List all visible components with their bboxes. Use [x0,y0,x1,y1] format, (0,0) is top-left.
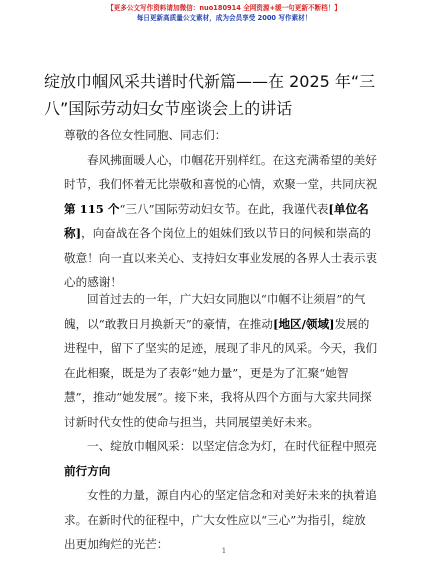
paragraph-1-line-1: 春风拂面暖人心，巾帼花开别样红。在这充满希望的美好 [87,152,377,167]
bold-unit-placeholder-start: [单位名 [328,201,369,216]
promo-line-2: 每日更新高质量公文素材，成为会员享受 2000 写作素材！ [136,14,312,22]
title-line-1: 绽放巾帼风采共谱时代新篇——在 2025 年“三 [44,72,376,91]
paragraph-3-line-3: 出更加绚烂的光芒： [64,537,169,551]
paragraph-1-line-4: 称]，向奋战在各个岗位上的姐妹们致以节日的问候和崇高的 [64,226,371,240]
bold-unit-placeholder-end: 称] [64,226,82,240]
bold-anniversary-count: 第 115 个 [64,201,120,216]
paragraph-1-line-5: 敬意！向一直以来关心、支持妇女事业发展的各界人士表示衷 [64,250,378,265]
paragraph-2-line-3: 进程中，留下了坚实的足迹，展现了非凡的风采。今天，我们 [64,341,378,355]
paragraph-3-line-1: 女性的力量，源自内心的坚定信念和对美好未来的执着追 [87,488,377,502]
paragraph-2-line-6: 讨新时代女性的使命与担当，共同展望美好未来。 [64,414,320,429]
document-title [44,68,404,122]
paragraph-2-line-5: 慧”，推动“她发展”。接下来，我将从四个方面与大家共同探 [64,390,372,404]
section-1-heading-line-2: 前行方向 [64,463,111,478]
section-1-heading-line-1: 一、绽放巾帼风采：以坚定信念为灯，在时代征程中照亮 [87,439,377,453]
paragraph-1-line-2: 时节，我们怀着无比崇敬和喜悦的心情，欢聚一堂，共同庆祝 [64,177,378,191]
paragraph-2-line-1: 回首过去的一年，广大妇女同胞以“巾帼不让须眉”的气 [87,292,366,306]
document-body-2 [64,287,404,557]
paragraph-1-line-6: 心的感谢！ [64,275,122,289]
paragraph-1-line-3: 第 115 个“三八”国际劳动妇女节。在此，我谨代表[单位名 [64,201,369,216]
title-line-2: 八”国际劳动妇女节座谈会上的讲话 [44,99,293,118]
promo-banner [0,3,448,23]
document-body [64,123,404,295]
paragraph-3-line-2: 求。在新时代的征程中，广大女性应以“三心”为指引，绽放 [64,512,366,527]
paragraph-2-line-4: 在此相聚，既是为了表彰“她力量”，更是为了汇聚“她智 [64,365,349,380]
salutation: 尊敬的各位女性同胞、同志们： [64,128,227,142]
bold-region-placeholder: [地区/领域] [272,316,335,331]
promo-line-1: 【更多公文写作资料请加微信：nuo180914 全网资源+缓一句更新不断档！】 [107,4,341,12]
page-number: 1 [221,547,227,555]
paragraph-2-line-2: 魄，以“敢教日月换新天”的豪情，在推动[地区/领域]发展的 [64,316,370,331]
